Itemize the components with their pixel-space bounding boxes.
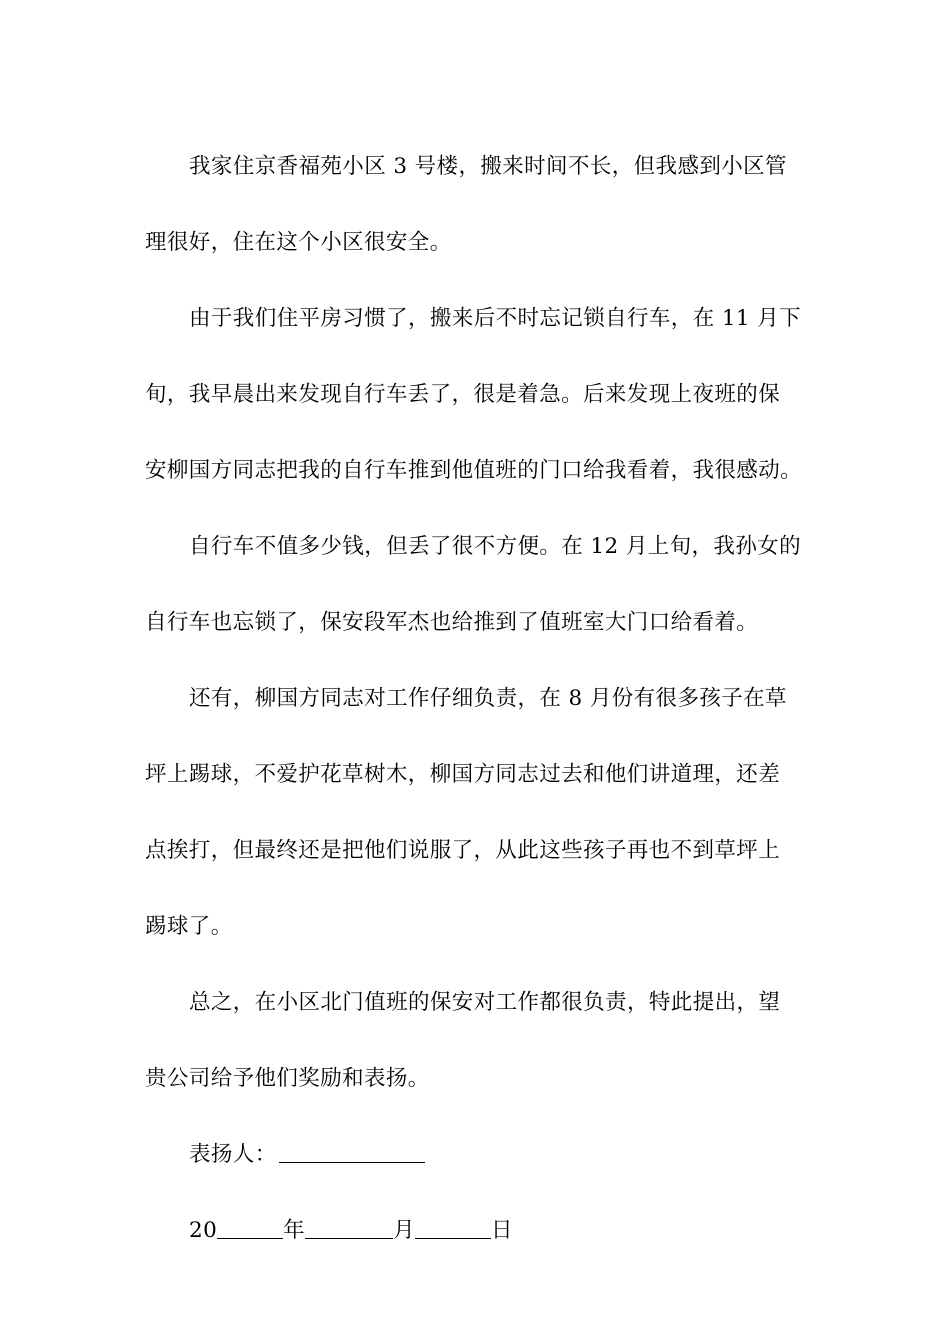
paragraph-line: 我家住京香福苑小区 3 号楼，搬来时间不长，但我感到小区管 — [189, 154, 787, 179]
paragraph-1 — [145, 129, 810, 281]
date-prefix: 20 — [189, 1218, 218, 1243]
paragraph-line: 由于我们住平房习惯了，搬来后不时忘记锁自行车，在 11 月下 — [189, 306, 802, 331]
paragraph-line: 自行车也忘锁了，保安段军杰也给推到了值班室大门口给看着。 — [145, 610, 759, 635]
paragraph-line: 踢球了。 — [145, 914, 233, 939]
date-month-label: 月 — [393, 1218, 415, 1243]
date-day-blank — [415, 1218, 491, 1239]
signature-blank — [279, 1142, 425, 1163]
date-day-label: 日 — [490, 1218, 513, 1243]
paragraph-line: 理很好，住在这个小区很安全。 — [145, 230, 452, 255]
paragraph-5 — [145, 965, 810, 1117]
date-year-blank — [217, 1218, 283, 1239]
signature-line — [145, 1117, 810, 1193]
paragraph-3 — [145, 509, 810, 661]
paragraph-line: 坪上踢球，不爱护花草树木，柳国方同志过去和他们讲道理，还差 — [145, 762, 781, 787]
paragraph-4 — [145, 661, 810, 965]
paragraph-line: 还有，柳国方同志对工作仔细负责，在 8 月份有很多孩子在草 — [189, 686, 787, 711]
letter-body — [145, 129, 810, 1269]
date-year-label: 年 — [283, 1218, 306, 1243]
paragraph-line: 点挨打，但最终还是把他们说服了，从此这些孩子再也不到草坪上 — [145, 838, 781, 863]
paragraph-line: 自行车不值多少钱，但丢了很不方便。在 12 月上旬，我孙女的 — [189, 534, 802, 559]
paragraph-line: 旬，我早晨出来发现自行车丢了，很是着急。后来发现上夜班的保 — [145, 382, 781, 407]
paragraph-line: 总之，在小区北门值班的保安对工作都很负责，特此提出，望 — [189, 990, 781, 1015]
paragraph-2 — [145, 281, 810, 509]
date-month-blank — [305, 1218, 393, 1239]
paragraph-line: 贵公司给予他们奖励和表扬。 — [145, 1066, 430, 1091]
date-line — [145, 1193, 810, 1269]
paragraph-line: 安柳国方同志把我的自行车推到他值班的门口给我看着，我很感动。 — [145, 458, 803, 483]
signature-label: 表扬人： — [189, 1142, 277, 1167]
